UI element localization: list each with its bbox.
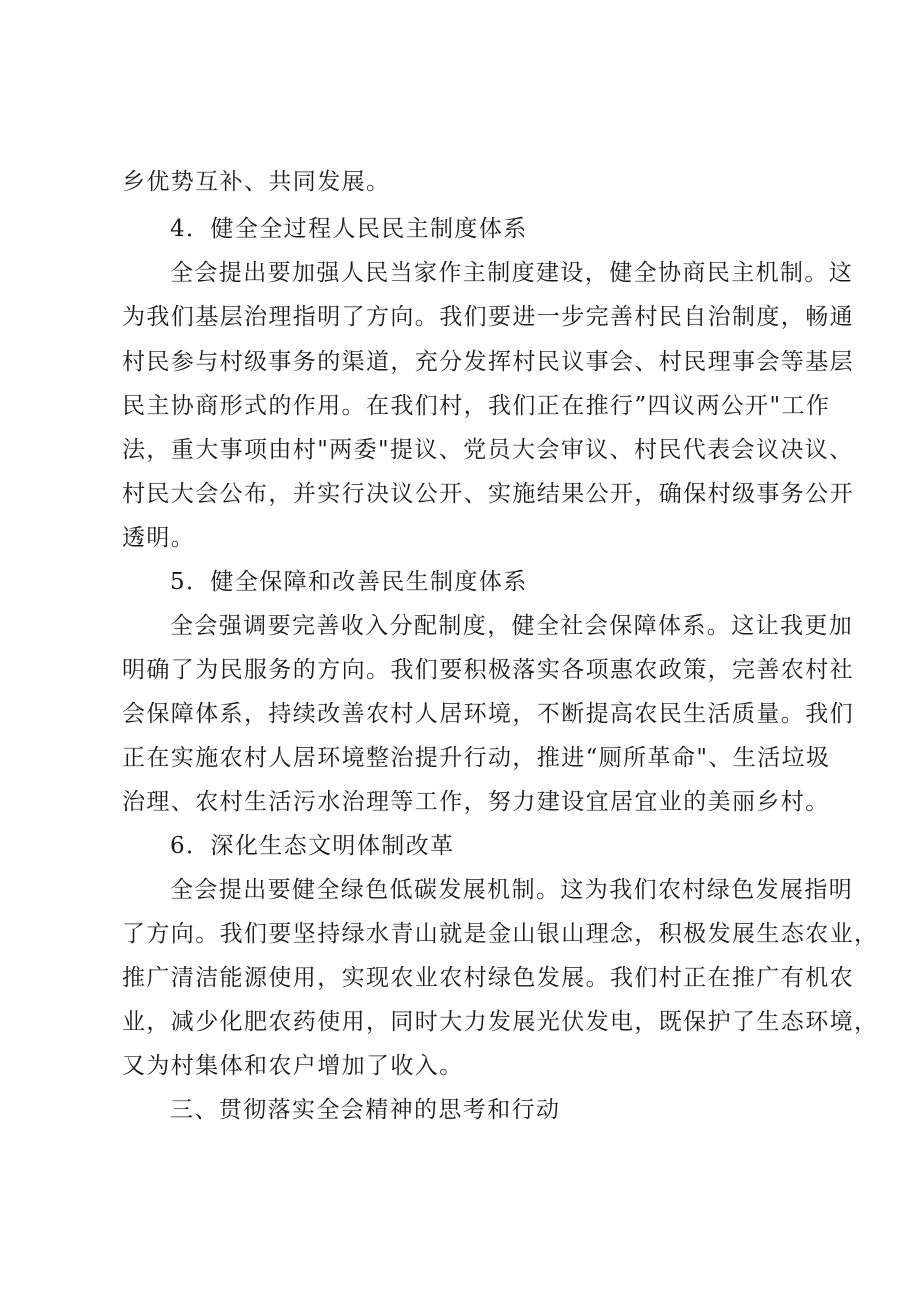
paragraph-line: 又为村集体和农户增加了收入。 <box>122 1053 464 1079</box>
paragraph-line: 村民参与村级事务的渠道，充分发挥村民议事会、村民理事会等基层 <box>122 349 854 375</box>
paragraph-line: 全会提出要健全绿色低碳发展机制。这为我们农村绿色发展指明 <box>170 877 854 903</box>
paragraph-line: 了方向。我们要坚持绿水青山就是金山银山理念，积极发展生态农业， <box>122 921 879 947</box>
paragraph-line: 法，重大事项由村"两委"提议、党员大会审议、村民代表会议决议、 <box>122 437 854 463</box>
paragraph-line: 村民大会公布，并实行决议公开、实施结果公开，确保村级事务公开 <box>122 481 854 507</box>
section-heading-4: 4．健全全过程人民民主制度体系 <box>170 216 528 242</box>
paragraph-line: 明确了为民服务的方向。我们要积极落实各项惠农政策，完善农村社 <box>122 657 854 683</box>
paragraph-line: 乡优势互补、共同发展。 <box>122 169 391 195</box>
paragraph-line: 业，减少化肥农药使用，同时大力发展光伏发电，既保护了生态环境， <box>122 1009 879 1035</box>
paragraph-line: 推广清洁能源使用，实现农业农村绿色发展。我们村正在推广有机农 <box>122 965 854 991</box>
section-heading-6: 6．深化生态文明体制改革 <box>170 833 455 859</box>
section-heading-3: 三、贯彻落实全会精神的思考和行动 <box>170 1097 561 1123</box>
section-heading-5: 5．健全保障和改善民生制度体系 <box>170 569 528 595</box>
paragraph-line: 为我们基层治理指明了方向。我们要进一步完善村民自治制度，畅通 <box>122 304 854 330</box>
paragraph-line: 全会强调要完善收入分配制度，健全社会保障体系。这让我更加 <box>170 613 854 639</box>
paragraph-line: 全会提出要加强人民当家作主制度建设，健全协商民主机制。这 <box>170 260 854 286</box>
paragraph-line: 民主协商形式的作用。在我们村，我们正在推行”四议两公开"工作 <box>122 393 831 419</box>
paragraph-line: 会保障体系，持续改善农村人居环境，不断提高农民生活质量。我们 <box>122 701 854 727</box>
paragraph-line: 治理、农村生活污水治理等工作，努力建设宜居宜业的美丽乡村。 <box>122 789 830 815</box>
paragraph-line: 正在实施农村人居环境整治提升行动，推进“厕所革命"、生活垃圾 <box>122 745 831 771</box>
paragraph-line: 透明。 <box>122 525 196 551</box>
